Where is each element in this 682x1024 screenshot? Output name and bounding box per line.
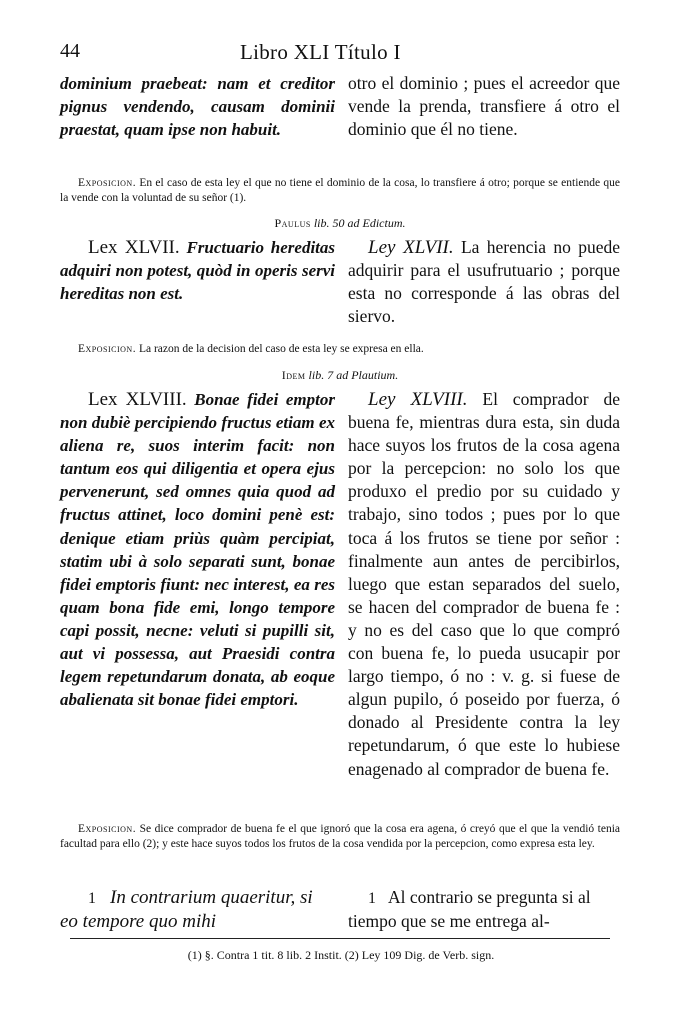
section-3-text [60, 388, 620, 781]
section-2-text [60, 236, 620, 328]
spanish-text: La herencia no puede adquirir para el usufrutuario ; porque esta no corresponde á las obras del siervo. [348, 237, 620, 326]
ley-label: Ley XLVII. [368, 237, 454, 258]
lex-label: Lex XLVIII. [88, 389, 187, 410]
latin-text: In contrarium quaeritur, si eo tempore quo mihi [60, 887, 313, 932]
paragraph-number: 1 [88, 890, 96, 907]
source-work: lib. 50 ad Edictum. [313, 216, 406, 230]
ley-label: Ley XLVIII. [368, 389, 468, 410]
exposicion-text: La razon de la decision del caso de esta ley se expresa en ella. [138, 343, 424, 355]
latin-text: Bonae fidei emptor non dubiè percipiendo fructus etiam ex aliena re, suos interim facit: non tantum eos qui diligentia et opera ejus pervenerunt, sed omnes quia quod ad fructus attinet, loco domini penè est: denique etiam priùs quàm percipiat, statim ubi à solo separati sunt, bonae fidei emptoris fiunt: nec interest, ea res quam bona fide emi, longo tempore capi possit, necne: veluti si pupilli sit, aut vi possessa, aut Praesidi contra legem repetundarum donata, ab eoque abalienata sit bonae fidei emptori. [60, 390, 335, 710]
spanish-text: El comprador de buena fe, mientras dura esta, sin duda hace suyos los frutos de la cosa agena por la percepcion: no solo los que produxo el predio por su cuidado y trabajo, sino todos ; pues por lo que toca á los frutos se tiene por señor : finalmente aun antes de percibirlos, luego que estan separados del suelo, se hacen del comprador de buena fe : y no es del caso que lo que compró con buena fe, lo pueda usucapir por largo tiempo, ó no : v. g. si fuese de algun pupilo, ó poseido por fuerza, ó donado al Presidente contra la ley repetundarum, ó que este lo hubiese enagenado al comprador de buena fe. [348, 389, 620, 779]
source-work: lib. 7 ad Plautium. [308, 368, 399, 382]
section-2-source [60, 216, 620, 231]
lex-label: Lex XLVII. [88, 237, 180, 258]
section-1-text [60, 72, 620, 141]
spanish-column [348, 236, 620, 328]
section-4-text [60, 886, 620, 933]
exposicion-label: Exposicion. [78, 343, 137, 355]
latin-column [60, 886, 335, 933]
source-author: Paulus [274, 216, 311, 230]
running-head: Libro XLI Título I [240, 40, 401, 64]
exposicion-text: En el caso de esta ley el que no tiene el dominio de la cosa, lo transfiere á otro; porque se entiende que la vende con la voluntad de su señor (1). [60, 177, 621, 204]
exposicion-text: Se dice comprador de buena fe el que ignoró que la cosa era agena, ó creyó que el que la vendió tenia facultad para ello (2); y este hace suyos todos los frutos de la cosa vendida por la percepcion, como expresa esta ley. [60, 823, 621, 850]
latin-column: dominium praebeat: nam et creditor pignus vendendo, causam dominii praestat, quam ipse non habuit. [60, 74, 335, 139]
paragraph-number: 1 [368, 890, 376, 907]
source-author: Idem [281, 368, 306, 382]
spanish-column: otro el dominio ; pues el acreedor que vende la prenda, transfiere á otro el dominio que él no tiene. [348, 73, 620, 139]
page-number: 44 [60, 40, 80, 62]
spanish-text: Al contrario se pregunta si al tiempo que se me entrega al- [348, 887, 591, 931]
section-2-exposicion [60, 342, 620, 357]
latin-column [60, 236, 335, 328]
exposicion-label: Exposicion. [78, 177, 137, 189]
latin-column [60, 388, 335, 781]
page-header [60, 40, 620, 68]
spanish-column [348, 886, 620, 933]
section-3-source [60, 368, 620, 383]
exposicion-label: Exposicion. [78, 823, 137, 835]
section-3-exposicion [60, 822, 620, 852]
section-1-exposicion [60, 176, 620, 206]
footnote: (1) §. Contra 1 tit. 8 lib. 2 Instit. (2) Ley 109 Dig. de Verb. sign. [187, 948, 495, 962]
latin-text: Fructuario hereditas adquiri non potest, quòd in operis servi hereditas non est. [60, 238, 336, 303]
footnote-rule [70, 938, 610, 939]
spanish-column [348, 388, 620, 781]
